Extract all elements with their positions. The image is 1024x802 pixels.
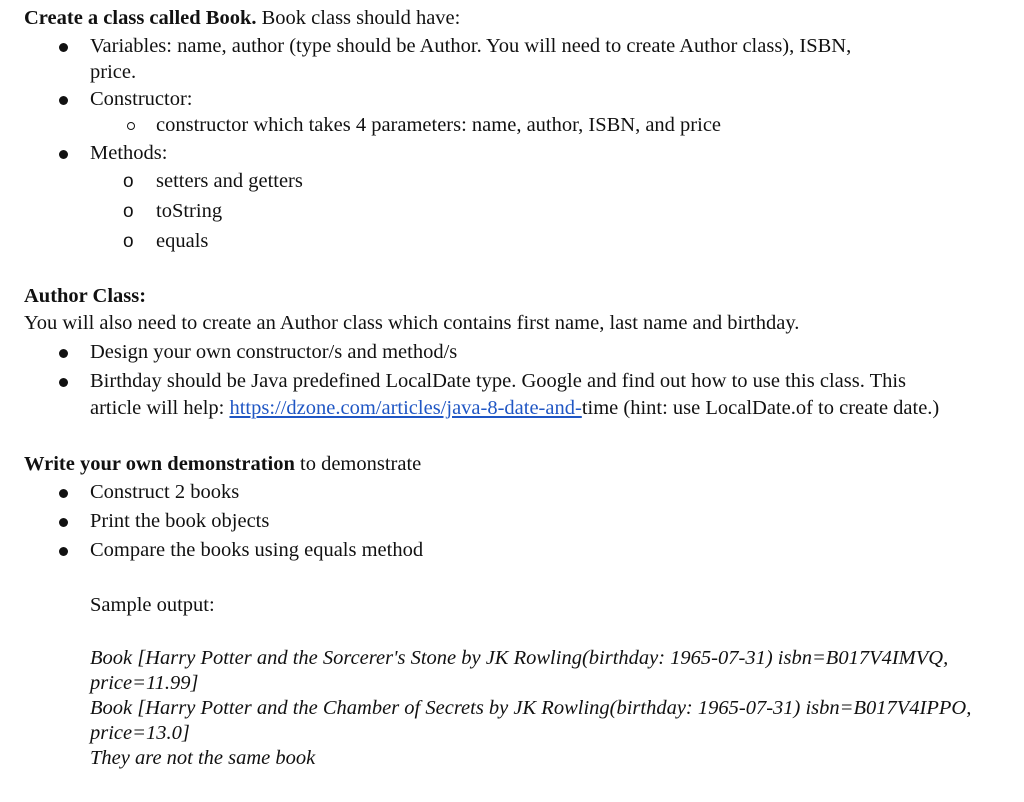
demo-item-construct: Construct 2 books	[90, 481, 240, 503]
bullet-icon	[59, 96, 68, 105]
bullet-icon	[59, 349, 68, 358]
method-item-tostring: toString	[156, 200, 223, 222]
demo-item-print: Print the book objects	[90, 510, 270, 532]
book-heading-rest: Book class should have:	[256, 7, 461, 29]
article-suffix: time (hint: use LocalDate.of to create date.)	[581, 397, 940, 419]
author-intro: You will also need to create an Author class which contains first name, last name and birthday.	[24, 312, 800, 334]
output-line-3: Book [Harry Potter and the Chamber of Secrets by JK Rowling(birthday: 1965-07-31) isbn=B017V4IPPO,	[90, 697, 972, 719]
dzone-article-link[interactable]: https://dzone.com/articles/java-8-date-and-	[229, 397, 582, 419]
book-heading-bold: Create a class called Book.	[24, 7, 257, 29]
output-line-1: Book [Harry Potter and the Sorcerer's Stone by JK Rowling(birthday: 1965-07-31) isbn=B017V4IMVQ,	[90, 647, 949, 669]
demo-heading	[24, 452, 421, 476]
demo-heading-bold: Write your own demonstration	[24, 453, 295, 475]
bullet-icon	[59, 489, 68, 498]
bullet-icon	[59, 378, 68, 387]
methods-label: Methods:	[90, 142, 168, 164]
constructor-label: Constructor:	[90, 88, 193, 110]
author-item-2-line-2	[90, 396, 939, 420]
variables-line-2: price.	[90, 61, 137, 83]
author-item-1: Design your own constructor/s and method/s	[90, 341, 458, 363]
bullet-icon	[59, 518, 68, 527]
sample-output-label: Sample output:	[90, 594, 215, 616]
bullet-icon	[59, 150, 68, 159]
book-heading	[24, 6, 460, 30]
variables-line-1: Variables: name, author (type should be Author. You will need to create Author class), ISBN,	[90, 35, 852, 57]
output-line-5: They are not the same book	[90, 747, 316, 769]
hollow-bullet-icon: o	[123, 231, 134, 252]
hollow-bullet-icon: o	[123, 201, 134, 222]
author-heading-text: Author Class:	[24, 285, 147, 307]
method-item-equals: equals	[156, 230, 209, 252]
author-item-2-line-1: Birthday should be Java predefined LocalDate type. Google and find out how to use this class. This	[90, 370, 907, 392]
constructor-item: constructor which takes 4 parameters: name, author, ISBN, and price	[156, 114, 722, 136]
article-prefix: article will help:	[90, 397, 230, 419]
bullet-icon	[59, 547, 68, 556]
output-line-2: price=11.99]	[90, 672, 199, 694]
demo-item-compare: Compare the books using equals method	[90, 539, 424, 561]
method-item-setters: setters and getters	[156, 170, 303, 192]
bullet-icon	[59, 43, 68, 52]
hollow-bullet-icon	[127, 122, 135, 130]
author-heading	[24, 284, 146, 308]
hollow-bullet-icon: o	[123, 171, 134, 192]
demo-heading-rest: to demonstrate	[294, 453, 422, 475]
output-line-4: price=13.0]	[90, 722, 190, 744]
